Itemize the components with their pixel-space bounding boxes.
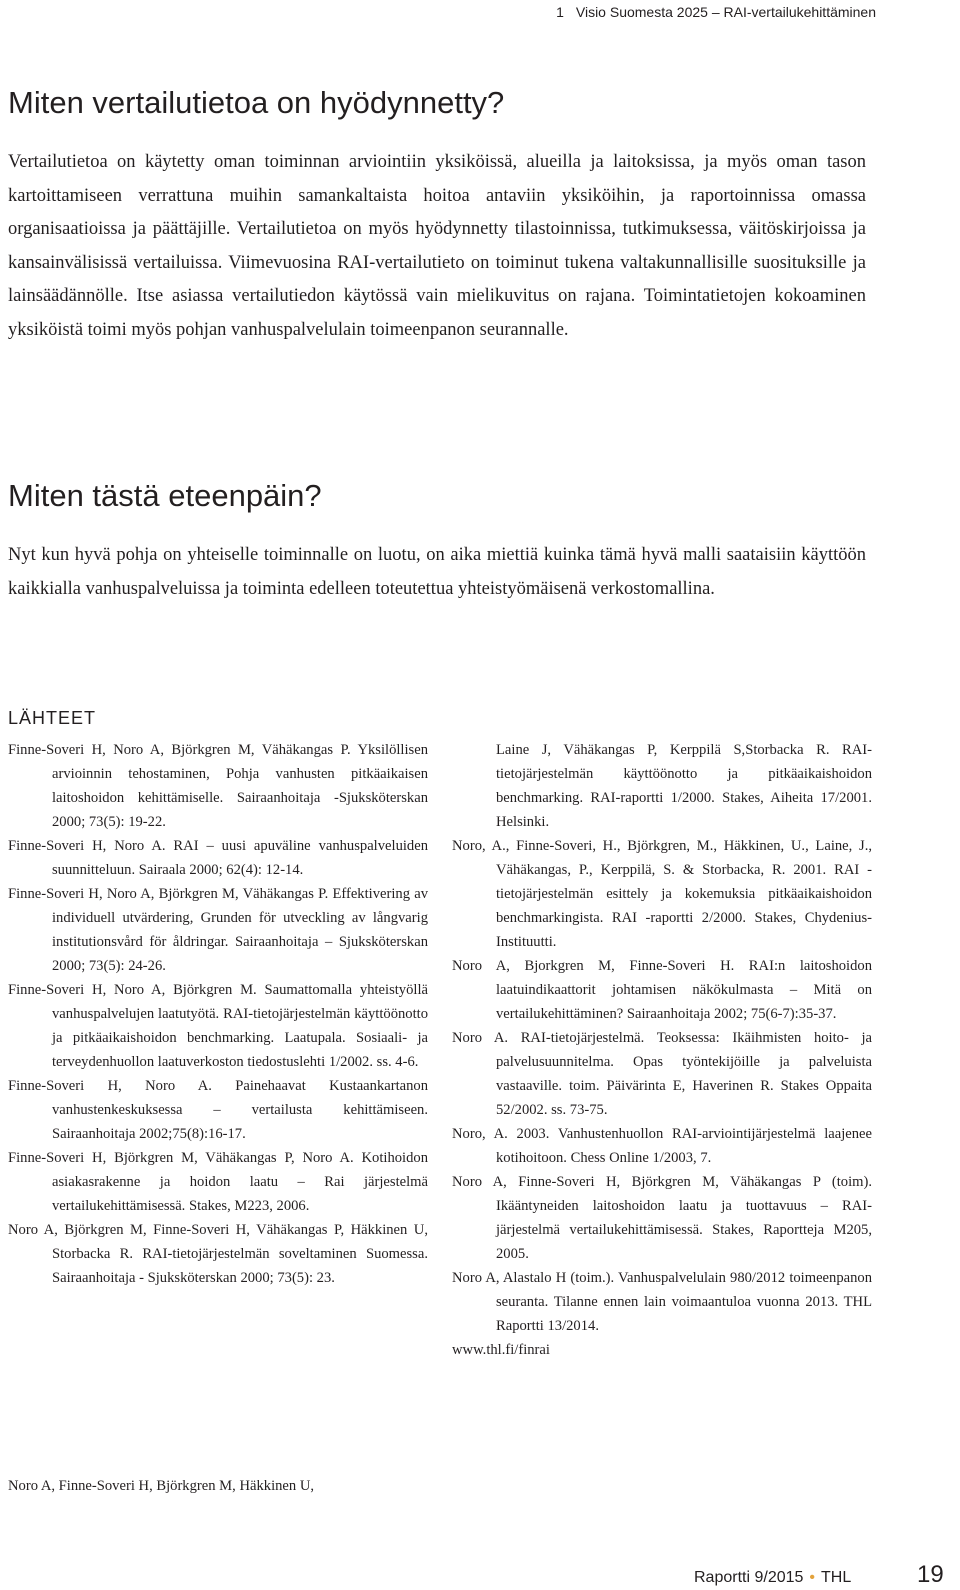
reference-item: Noro, A. 2003. Vanhustenhuollon RAI-arviointijärjestelmä laajenee kotihoitoon. Chess Online 1/2003, 7. xyxy=(452,1126,872,1166)
reference-item: Noro A, Björkgren M, Finne-Soveri H, Vähäkangas P, Häkkinen U, Storbacka R. RAI-tietojärjestelmän soveltaminen Suomessa. Sairaanhoitaja - Sjuksköterskan 2000; 73(5): 23. xyxy=(8,1222,428,1286)
reference-item: Finne-Soveri H, Noro A. Painehaavat Kustaankartanon vanhustenkeskuksessa – vertailusta kehittämiseen. Sairaanhoitaja 2002;75(8):16-17. xyxy=(8,1078,428,1142)
reference-item: Noro A. RAI-tietojärjestelmä. Teoksessa: Ikäihmisten hoito- ja palvelusuunnitelma. Opas työntekijöille ja palveluista vastaaville. toim. Päivärinta E, Haverinen R. Stakes Oppaita 52/2002. ss. 73-75. xyxy=(452,1030,872,1118)
publisher: THL xyxy=(821,1569,852,1586)
section-heading-2: Miten tästä eteenpäin? xyxy=(8,478,322,513)
page-footer xyxy=(694,1569,851,1587)
reference-item-continues: Noro A, Finne-Soveri H, Björkgren M, Häkkinen U, xyxy=(8,1478,315,1494)
references-label: LÄHTEET xyxy=(8,708,97,728)
page-number: 19 xyxy=(917,1561,944,1588)
reference-item: Noro A, Alastalo H (toim.). Vanhuspalvelulain 980/2012 toimeenpanon seuranta. Tilanne ennen lain voimaantuloa vuonna 2013. THL Raportti 13/2014. xyxy=(452,1270,872,1334)
report-id: Raportti 9/2015 xyxy=(694,1569,804,1586)
reference-item: Noro A, Finne-Soveri H, Björkgren M, Vähäkangas P (toim). Ikääntyneiden laitoshoidon laatu ja tuottavuus – RAI-järjestelmä vertailukehittämisessä. Stakes, Raportteja M205, 2005. xyxy=(452,1174,872,1262)
reference-item: Finne-Soveri H, Björkgren M, Vähäkangas P, Noro A. Kotihoidon asiakasrakenne ja hoidon laatu – Rai järjestelmä vertailukehittämisessä. Stakes, M223, 2006. xyxy=(8,1150,428,1214)
running-title: Visio Suomesta 2025 – RAI-vertailukehittäminen xyxy=(575,4,876,20)
separator-dot: • xyxy=(809,1569,816,1586)
reference-item: Noro, A., Finne-Soveri, H., Björkgren, M., Häkkinen, U., Laine, J., Vähäkangas, P., Kerppilä, S. & Storbacka, R. 2001. RAI -tietojärjestelmän esittely ja kokemuksia pitkäaikaishoidon benchmarkingista. RAI -raportti 2/2000. Stakes, Chydenius-Instituutti. xyxy=(452,838,872,950)
running-header xyxy=(556,4,876,20)
reference-item: Finne-Soveri H, Noro A. RAI – uusi apuväline vanhuspalveluiden suunnitteluun. Sairaala 2000; 62(4): 12-14. xyxy=(8,838,428,878)
reference-item-continued: Laine J, Vähäkangas P, Kerppilä S,Storbacka R. RAI-tietojärjestelmän käyttöönotto ja pitkäaikaishoidon benchmarking. RAI-raportti 1/2000. Stakes, Aiheita 17/2001. Helsinki. xyxy=(496,742,872,830)
references-right-column xyxy=(452,738,872,1362)
section-paragraph-2: Nyt kun hyvä pohja on yhteiselle toiminnalle on luotu, on aika miettiä kuinka tämä hyvä malli saataisiin käyttöön kaikkialla vanhuspalveluissa ja toiminta edelleen toteutettua yhteistyömäisenä verkostomallina. xyxy=(8,545,866,599)
chapter-number: 1 xyxy=(556,4,564,20)
reference-item: Finne-Soveri H, Noro A, Björkgren M, Vähäkangas P. Effektivering av individuell utvärdering, Grunden för utveckling av långvarig institutionsvård för åldringar. Sairaanhoitaja – Sjuksköterskan 2000; 73(5): 24-26. xyxy=(8,886,428,974)
reference-item: Finne-Soveri H, Noro A, Björkgren M. Saumattomalla yhteistyöllä vanhuspalvelujen laatutyötä. RAI-tietojärjestelmän käyttöönotto ja pitkäaikaishoidon benchmarking. Laatupala. Sosiaali- ja terveydenhuollon laatuverkoston tiedostuslehti 1/2002. ss. 4-6. xyxy=(8,982,428,1070)
section-heading-1: Miten vertailutietoa on hyödynnetty? xyxy=(8,85,505,120)
reference-url-link[interactable]: www.thl.fi/finrai xyxy=(452,1342,550,1358)
section-paragraph-1: Vertailutietoa on käytetty oman toiminnan arviointiin yksiköissä, alueilla ja laitoksissa, ja myös oman tason kartoittamiseen verrattuna muihin samankaltaista hoitoa antaviin yksiköihin, ja raportoinnissa omassa organisaatioissa ja päättäjille. Vertailutietoa on myös hyödynnetty tilastoinnissa, tutkimuksessa, väitöskirjoissa ja kansainvälisissä vertailuissa. Viimevuosina RAI-vertailutieto on toiminut tukena valtakunnallisille suosituksille ja lainsäädännölle. Itse asiassa vertailutiedon käytössä vain mielikuvitus on rajana. Toimintatietojen kokoaminen yksiköistä toimi myös pohjan vanhuspalvelulain toimeenpanon seurannalle. xyxy=(8,152,866,340)
references-left-column xyxy=(8,738,428,1290)
reference-item: Noro A, Bjorkgren M, Finne-Soveri H. RAI:n laitoshoidon laatuindikaattorit johtamisen näkökulmasta – Mitä on vertailukehittäminen? Sairaanhoitaja 2002; 75(6-7):35-37. xyxy=(452,958,872,1022)
reference-item: Finne-Soveri H, Noro A, Björkgren M, Vähäkangas P. Yksilöllisen arvioinnin tehostaminen, Pohja vanhusten pitkäaikaisen laitoshoidon kehittämiselle. Sairaanhoitaja -Sjuksköterskan 2000; 73(5): 19-22. xyxy=(8,742,428,830)
